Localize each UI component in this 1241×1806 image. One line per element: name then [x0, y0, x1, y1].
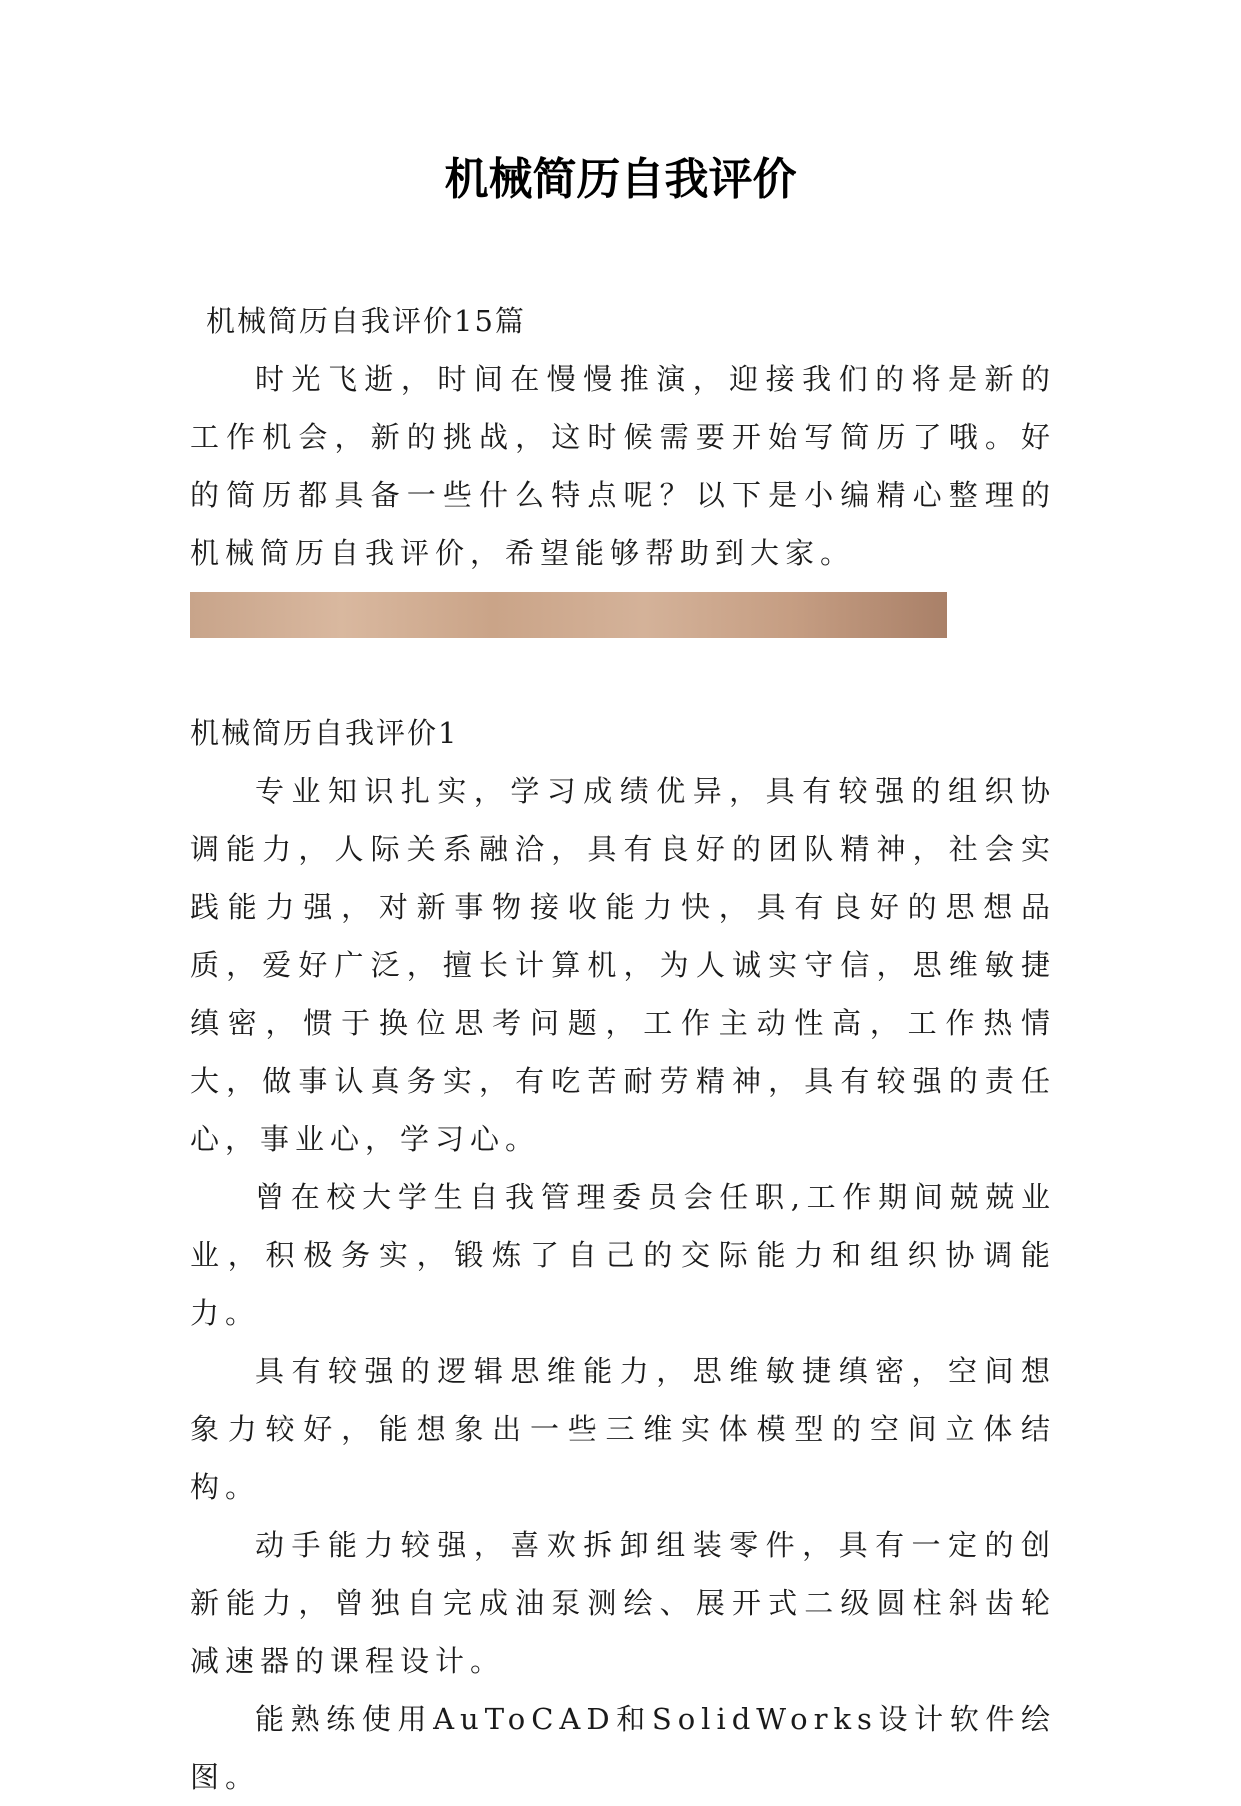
document-title: 机械简历自我评价	[444, 154, 797, 205]
decorative-wood-banner	[190, 592, 947, 638]
section-paragraph: 动手能力较强，喜欢拆卸组装零件，具有一定的创新能力，曾独自完成油泵测绘、展开式二级圆柱斜齿轮减速器的课程设计。	[190, 1528, 1056, 1678]
section-heading: 机械简历自我评价1	[190, 716, 459, 750]
document-subtitle: 机械简历自我评价15篇	[206, 304, 526, 338]
intro-paragraph: 时光飞逝，时间在慢慢推演，迎接我们的将是新的工作机会，新的挑战，这时候需要开始写简历了哦。好的简历都具备一些什么特点呢？以下是小编精心整理的机械简历自我评价，希望能够帮助到大家。	[190, 362, 1056, 570]
section-paragraph: 能熟练使用AuToCAD和SolidWorks设计软件绘图。	[190, 1702, 1056, 1794]
document-body	[190, 292, 1056, 1806]
section-paragraph: 专业知识扎实，学习成绩优异，具有较强的组织协调能力，人际关系融洽，具有良好的团队精神，社会实践能力强，对新事物接收能力快，具有良好的思想品质，爱好广泛，擅长计算机，为人诚实守信，思维敏捷缜密，惯于换位思考问题，工作主动性高，工作热情大，做事认真务实，有吃苦耐劳精神，具有较强的责任心，事业心，学习心。	[190, 774, 1056, 1156]
section-paragraph: 具有较强的逻辑思维能力，思维敏捷缜密，空间想象力较好，能想象出一些三维实体模型的空间立体结构。	[190, 1354, 1056, 1504]
section-paragraph: 曾在校大学生自我管理委员会任职,工作期间兢兢业业，积极务实，锻炼了自己的交际能力和组织协调能力。	[190, 1180, 1056, 1330]
